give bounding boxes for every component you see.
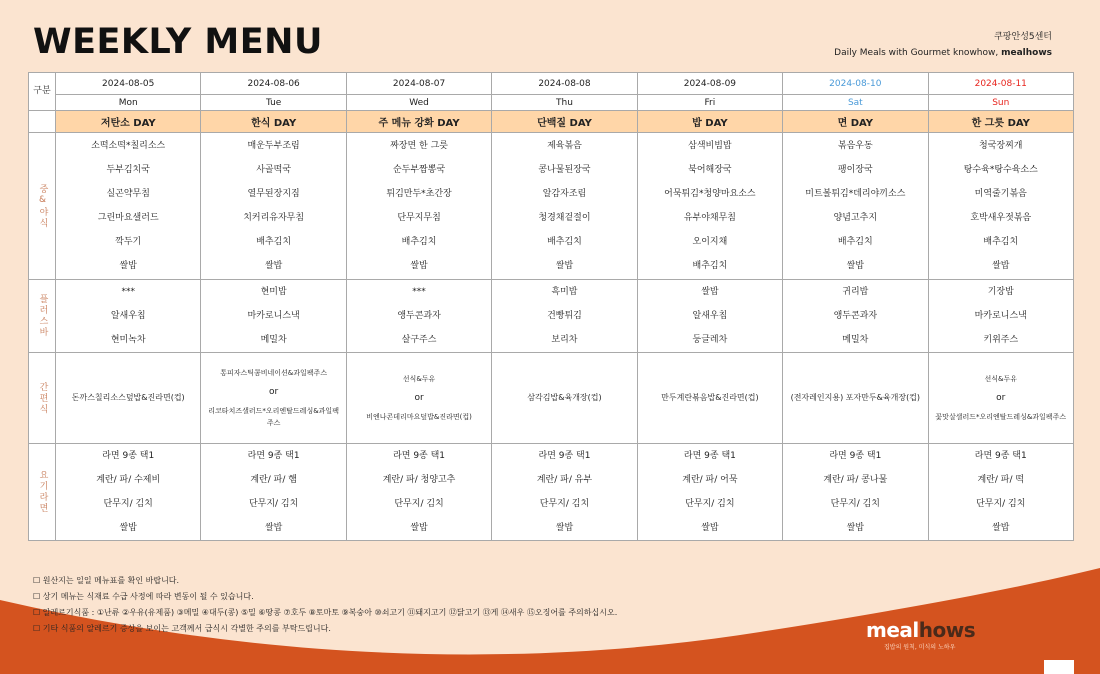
menu-item: 쌀밥 <box>264 261 283 271</box>
theme-cell: 밥 DAY <box>637 111 782 133</box>
menu-item: 사골떡국 <box>256 165 292 175</box>
snack-item-bottom: 비엔나콘데리마요덮밥&진라면(컵) <box>366 413 472 421</box>
ramen-item: 쌀밥 <box>410 523 428 533</box>
ramen-item: 계란/ 파/ 콩나물 <box>823 475 888 485</box>
plus-item: 키위주스 <box>983 335 1019 345</box>
main-menu-cell <box>492 133 637 280</box>
page-title: WEEKLY MENU <box>33 22 323 62</box>
theme-cell: 면 DAY <box>783 111 928 133</box>
tagline <box>834 48 1052 58</box>
ramen-item: 단무지/ 김치 <box>685 499 735 509</box>
snack-menu-cell <box>637 353 782 444</box>
menu-item: 실곤약무침 <box>106 189 150 199</box>
ramen-item: 라면 9종 택1 <box>102 451 155 461</box>
plus-menu-cell <box>201 280 346 353</box>
snack-item-bottom: 꽃맛살샐러드*오리엔탈드레싱&과일팩주스 <box>935 413 1067 421</box>
menu-item: 어묵튀김*청양마요소스 <box>664 189 756 199</box>
menu-item: 깍두기 <box>115 237 142 247</box>
plus-item: 메밀차 <box>842 335 869 345</box>
snack-item-bottom: 리코타치즈샐러드*오리엔탈드레싱&과일팩주스 <box>208 407 339 427</box>
plus-item: 흑미밥 <box>551 287 578 297</box>
plus-item: 귀리밥 <box>842 287 869 297</box>
plus-section-row <box>29 280 1074 353</box>
snack-item: 삼각김밥&육개장(컵) <box>527 393 602 402</box>
day-cell: Thu <box>492 95 637 111</box>
ramen-item: 계란/ 파/ 떡 <box>977 475 1025 485</box>
snack-menu-cell <box>492 353 637 444</box>
plus-item: 메밀차 <box>260 335 287 345</box>
snack-or: or <box>996 393 1006 403</box>
theme-cell: 한식 DAY <box>201 111 346 133</box>
label-header: 구분 <box>29 73 56 111</box>
main-section-label <box>29 133 56 280</box>
menu-item: 쌀밥 <box>410 261 428 271</box>
menu-item: 양념고추지 <box>833 213 878 223</box>
ramen-menu-cell <box>783 444 928 541</box>
ramen-menu-cell <box>492 444 637 541</box>
ramen-item: 단무지/ 김치 <box>830 499 880 509</box>
ramen-item: 단무지/ 김치 <box>539 499 590 509</box>
plus-item: 마카로니스낵 <box>247 311 300 321</box>
plus-item: 마카로니스낵 <box>974 311 1027 321</box>
weekly-menu-table <box>28 72 1074 541</box>
theme-label-blank <box>29 111 56 133</box>
ramen-menu-cell <box>928 444 1073 541</box>
plus-item: 둥글레차 <box>692 335 728 345</box>
main-section-row <box>29 133 1074 280</box>
day-cell: Sun <box>928 95 1073 111</box>
ramen-menu-cell <box>346 444 491 541</box>
menu-item: 탕수육*탕수육소스 <box>963 165 1038 175</box>
tagline-brand: mealhows <box>1001 48 1052 58</box>
ramen-item: 계란/ 파/ 수제비 <box>96 475 161 485</box>
ramen-item: 단무지/ 김치 <box>976 499 1026 509</box>
menu-item: 팽이장국 <box>837 165 873 175</box>
ramen-item: 쌀밥 <box>992 523 1010 533</box>
snack-menu-cell <box>346 353 491 444</box>
theme-row <box>29 111 1074 133</box>
ramen-item: 단무지/ 김치 <box>103 499 153 509</box>
date-cell: 2024-08-05 <box>56 73 201 95</box>
note-1: ☐ 원산지는 일일 메뉴표를 확인 바랍니다. <box>33 576 180 585</box>
menu-item: 튀김만두*초간장 <box>386 189 452 199</box>
menu-item: 쌀밥 <box>846 261 865 271</box>
tagline-text: Daily Meals with Gourmet knowhow, <box>834 48 1002 58</box>
plus-menu-cell <box>56 280 201 353</box>
menu-item: 알감자조림 <box>542 189 587 199</box>
ramen-section-label <box>29 444 56 541</box>
menu-item: 청경채겉절이 <box>538 213 591 223</box>
ramen-item: 쌀밥 <box>264 523 283 533</box>
ramen-menu-cell <box>637 444 782 541</box>
menu-item: 미역줄기볶음 <box>974 189 1027 199</box>
plus-item: 쌀밥 <box>701 287 719 297</box>
brand-logo <box>866 618 975 642</box>
snack-item: (전자레인지용) 포자만두&육개장(컵) <box>790 393 921 402</box>
theme-cell: 저탄소 DAY <box>56 111 201 133</box>
date-cell: 2024-08-06 <box>201 73 346 95</box>
notes <box>33 573 617 637</box>
menu-item: 배추김치 <box>547 237 582 247</box>
snack-menu-cell <box>56 353 201 444</box>
day-cell: Sat <box>783 95 928 111</box>
menu-item: 호박새우젓볶음 <box>970 213 1032 223</box>
snack-menu-cell <box>928 353 1073 444</box>
ramen-menu-cell <box>201 444 346 541</box>
ramen-item: 라면 9종 택1 <box>974 451 1027 461</box>
menu-item: 배추김치 <box>983 237 1019 247</box>
plus-section-label <box>29 280 56 353</box>
date-cell: 2024-08-09 <box>637 73 782 95</box>
menu-item: 배추김치 <box>692 261 728 271</box>
ramen-item: 쌀밥 <box>846 523 865 533</box>
menu-item: 볶음우동 <box>837 141 873 151</box>
ramen-item: 라면 9종 택1 <box>538 451 591 461</box>
ramen-item: 쌀밥 <box>119 523 137 533</box>
center-name: 쿠팡안성5센터 <box>994 32 1052 42</box>
plus-item: 기장밥 <box>987 287 1014 297</box>
plus-item: 알새우칩 <box>110 311 146 321</box>
ramen-item: 라면 9종 택1 <box>393 451 446 461</box>
ramen-item: 계란/ 파/ 청양고추 <box>382 475 456 485</box>
menu-item: 청국장찌개 <box>979 141 1023 151</box>
ramen-menu-cell <box>56 444 201 541</box>
main-menu-cell <box>928 133 1073 280</box>
menu-item: 짜장면 한 그릇 <box>390 141 448 151</box>
ramen-item: 계란/ 파/ 어묵 <box>682 475 738 485</box>
ramen-section-label-text: 요기라면 <box>37 470 48 514</box>
menu-item: 매운두부조림 <box>247 141 300 151</box>
menu-item: 두부김치국 <box>106 165 150 175</box>
plus-section-label-text: 플러스바 <box>37 294 48 338</box>
date-cell: 2024-08-08 <box>492 73 637 95</box>
snack-section-row <box>29 353 1074 444</box>
plus-item: 건빵튀김 <box>547 311 582 321</box>
menu-item: 단무지무침 <box>397 213 441 223</box>
menu-item: 쌀밥 <box>992 261 1010 271</box>
note-3: ☐ 알레르기식품 : ①난류 ②우유(유제품) ③메밀 ④대두(콩) ⑤밀 ⑥땅콩 ⑦호두 ⑧토마토 ⑨복숭아 ⑩쇠고기 ⑪돼지고기 ⑫닭고기 ⑬게 ⑭새우 ⑮오징어를 주의하십시오. <box>33 608 618 617</box>
snack-or: or <box>414 393 424 403</box>
theme-cell: 주 메뉴 강화 DAY <box>346 111 491 133</box>
menu-item: 유부야채무침 <box>683 213 736 223</box>
plus-menu-cell <box>492 280 637 353</box>
snack-or: or <box>269 387 279 397</box>
plus-item: *** <box>121 287 135 297</box>
theme-cell: 단백질 DAY <box>492 111 637 133</box>
theme-cell: 한 그릇 DAY <box>928 111 1073 133</box>
snack-item: 돈까스칠리소스덮밥&진라면(컵) <box>71 393 185 402</box>
snack-item-top: 통피자스틱콤비네이션&과일팩주스 <box>220 369 328 377</box>
note-2: ☐ 상기 메뉴는 식재료 수급 사정에 따라 변동이 될 수 있습니다. <box>33 592 254 601</box>
brand-slogan: 집밥의 원칙, 미식의 노하우 <box>884 644 956 651</box>
snack-section-label-text: 간편식 <box>37 381 48 415</box>
main-menu-cell <box>201 133 346 280</box>
menu-item: 소떡소떡*칠리소스 <box>91 141 166 151</box>
plus-item: 현미녹차 <box>110 335 146 345</box>
menu-item: 삼색비빔밥 <box>688 141 732 151</box>
plus-menu-cell <box>783 280 928 353</box>
ramen-item: 계란/ 파/ 유부 <box>536 475 593 485</box>
snack-item-top: 선식&두유 <box>402 375 436 383</box>
day-cell: Mon <box>56 95 201 111</box>
ramen-item: 쌀밥 <box>555 523 574 533</box>
menu-item: 순두부짬뽕국 <box>392 165 446 175</box>
plus-item: 보리차 <box>551 335 578 345</box>
plus-item: 앵두콘과자 <box>833 311 878 321</box>
main-section-label-text: 중&야식 <box>37 183 48 229</box>
plus-menu-cell <box>346 280 491 353</box>
snack-item: 만두계란볶음밥&진라면(컵) <box>661 393 759 402</box>
main-menu-cell <box>346 133 491 280</box>
day-cell: Wed <box>346 95 491 111</box>
ramen-item: 쌀밥 <box>701 523 719 533</box>
day-cell: Fri <box>637 95 782 111</box>
ramen-section-row <box>29 444 1074 541</box>
plus-item: *** <box>412 287 426 297</box>
menu-item: 북어해장국 <box>688 165 732 175</box>
menu-item: 치커리유자무침 <box>243 213 305 223</box>
ramen-item: 라면 9종 택1 <box>247 451 300 461</box>
plus-item: 현미밥 <box>260 287 287 297</box>
snack-menu-cell <box>783 353 928 444</box>
snack-menu-cell <box>201 353 346 444</box>
main-menu-cell <box>637 133 782 280</box>
ramen-item: 단무지/ 김치 <box>394 499 444 509</box>
date-cell: 2024-08-10 <box>783 73 928 95</box>
plus-item: 살구주스 <box>401 335 437 345</box>
corner-box <box>1044 660 1074 674</box>
date-cell: 2024-08-07 <box>346 73 491 95</box>
menu-item: 제육볶음 <box>547 141 582 151</box>
brand-logo-meal: meal <box>866 618 919 642</box>
day-cell: Tue <box>201 95 346 111</box>
main-menu-cell <box>56 133 201 280</box>
ramen-item: 계란/ 파/ 햄 <box>250 475 297 485</box>
ramen-item: 라면 9종 택1 <box>683 451 736 461</box>
date-cell: 2024-08-11 <box>928 73 1073 95</box>
plus-menu-cell <box>637 280 782 353</box>
menu-item: 배추김치 <box>837 237 873 247</box>
menu-item: 쌀밥 <box>119 261 137 271</box>
plus-item: 앵두콘과자 <box>397 311 441 321</box>
menu-item: 배추김치 <box>401 237 437 247</box>
note-4: ☐ 기타 식품의 알레르기 증상을 보이는 고객께서 급식시 각별한 주의를 부탁드립니다. <box>33 624 331 633</box>
snack-section-label <box>29 353 56 444</box>
brand-logo-hows: hows <box>918 618 976 642</box>
main-menu-cell <box>783 133 928 280</box>
date-row <box>29 73 1074 95</box>
plus-item: 알새우칩 <box>692 311 728 321</box>
plus-menu-cell <box>928 280 1073 353</box>
day-row <box>29 95 1074 111</box>
menu-item: 열무된장지짐 <box>247 189 300 199</box>
menu-item: 오이지채 <box>692 237 728 247</box>
menu-item: 미트볼튀김*데리야끼소스 <box>805 189 906 199</box>
menu-item: 그린마요샐러드 <box>97 213 159 223</box>
menu-item: 콩나물된장국 <box>538 165 591 175</box>
menu-item: 쌀밥 <box>555 261 574 271</box>
ramen-item: 라면 9종 택1 <box>829 451 882 461</box>
ramen-item: 단무지/ 김치 <box>248 499 299 509</box>
menu-item: 배추김치 <box>256 237 292 247</box>
snack-item-top: 선식&두유 <box>984 375 1018 383</box>
